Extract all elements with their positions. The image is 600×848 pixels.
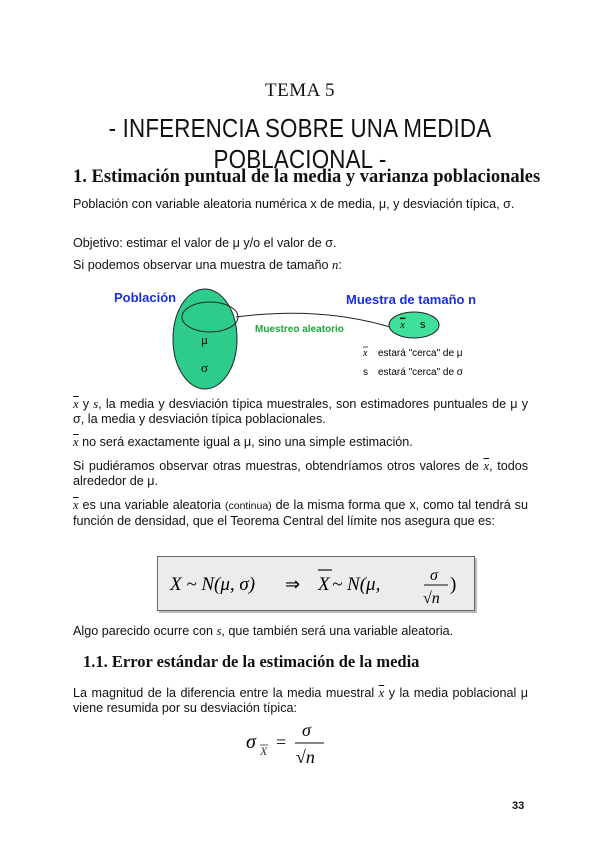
p6-xbar: $\overline{x}$ [483, 459, 490, 473]
paragraph-not-equal [73, 435, 528, 450]
paragraph-estimators [73, 397, 528, 427]
eq-lhs: X ~ N(μ, σ) [170, 574, 256, 595]
section-1-title: Estimación puntual de la media y varianza poblacionales [91, 167, 541, 187]
population-label: Población [114, 290, 177, 305]
se-den: √n [296, 747, 315, 767]
p3-prefix: Si podemos observar una muestra de tamaño [73, 258, 333, 272]
section-1-1-number: 1.1. [83, 652, 108, 671]
paragraph-population: Población con variable aleatoria numérica x de media, μ, y desviación típica, σ. [73, 197, 515, 211]
sigma-symbol: σ [201, 360, 209, 375]
se-sub-x: X [260, 744, 268, 758]
sample-ellipse [389, 312, 439, 338]
sample-label: Muestra de tamaño n [346, 292, 477, 307]
arrow-label: Muestreo aleatorio [255, 324, 344, 335]
paragraph-objective: Objetivo: estimar el valor de μ y/o el valor de σ. [73, 236, 337, 250]
sampling-diagram [100, 284, 520, 394]
p7-continua: (continua) [224, 500, 272, 512]
p8-a: Algo parecido ocurre con [73, 624, 217, 638]
section-1-number: 1. [73, 167, 87, 187]
p11-a: La magnitud de la diferencia entre la media muestral [73, 686, 379, 700]
p3-suffix: : [338, 258, 342, 272]
p4-xbar: $\overline{x}$ [73, 397, 79, 411]
p7-xbar: $\overline{x}$ [73, 498, 79, 512]
eq-close: ) [450, 574, 457, 595]
eq-frac-num: σ [430, 567, 438, 584]
paragraph-similar-s [73, 624, 528, 639]
p7-b: de la misma forma que x, como tal tendrá su función de densidad, que el Teorema Central del límite nos asegura que es: [73, 498, 528, 528]
p8-b: , que también será una variable aleatoria. [221, 624, 454, 638]
eq-arrow: ⇒ [285, 574, 301, 595]
p11-xbar: $\overline{x}$ [378, 686, 385, 700]
se-eq: = [276, 732, 287, 752]
clt-equation-box [157, 556, 475, 611]
p5-xbar: $\overline{x}$ [73, 435, 79, 449]
paragraph-standard-error [73, 686, 528, 716]
section-1-1-title: Error estándar de la estimación de la media [111, 652, 420, 671]
section-1-heading [73, 167, 540, 188]
paragraph-sample-intro [73, 258, 528, 273]
p11-b: y la media poblacional μ viene resumida por su desviación típica: [73, 686, 528, 715]
p6-text: Si pudiéramos observar otras muestras, obtendríamos otros valores de [73, 459, 484, 473]
sample-xbar: x [400, 319, 405, 331]
standard-error-formula [240, 717, 350, 773]
page-title: - INFERENCIA SOBRE UNA MEDIDA POBLACIONAL - [108, 113, 492, 174]
p5-rest: no será exactamente igual a μ, sino una simple estimación. [78, 435, 413, 449]
clt-equation [158, 557, 474, 610]
sample-s: s [420, 319, 426, 331]
note2-text: estará "cerca" de σ [378, 367, 463, 378]
p3-n: n [332, 258, 339, 272]
page-number: 33 [512, 800, 525, 812]
note1-xbar: x [363, 348, 368, 359]
p7-a: es una variable aleatoria [78, 498, 225, 512]
p4-rest: , la media y desviación típica muestrales, son estimadores puntuales de μ y σ, la media y desviación típica poblacionales. [73, 397, 529, 426]
p4-s: s [93, 397, 99, 411]
eq-rhs-x: X [318, 574, 330, 595]
tema-number: TEMA 5 [264, 80, 336, 101]
p8-s: s [216, 624, 222, 638]
note2-s: s [363, 367, 368, 378]
p6-end: , todos alrededor de μ. [73, 459, 529, 488]
p4-and: y [78, 397, 94, 411]
eq-frac-den: √n [423, 590, 440, 607]
section-1-1-heading [83, 652, 419, 672]
note1-text: estará "cerca" de μ [378, 348, 463, 359]
se-sigma: σ [246, 731, 256, 753]
paragraph-other-samples [73, 459, 528, 489]
paragraph-random-variable [73, 498, 528, 529]
se-num: σ [302, 720, 311, 740]
mu-symbol: μ [201, 332, 208, 347]
eq-rhs-mid: ~ N(μ, [332, 574, 381, 595]
